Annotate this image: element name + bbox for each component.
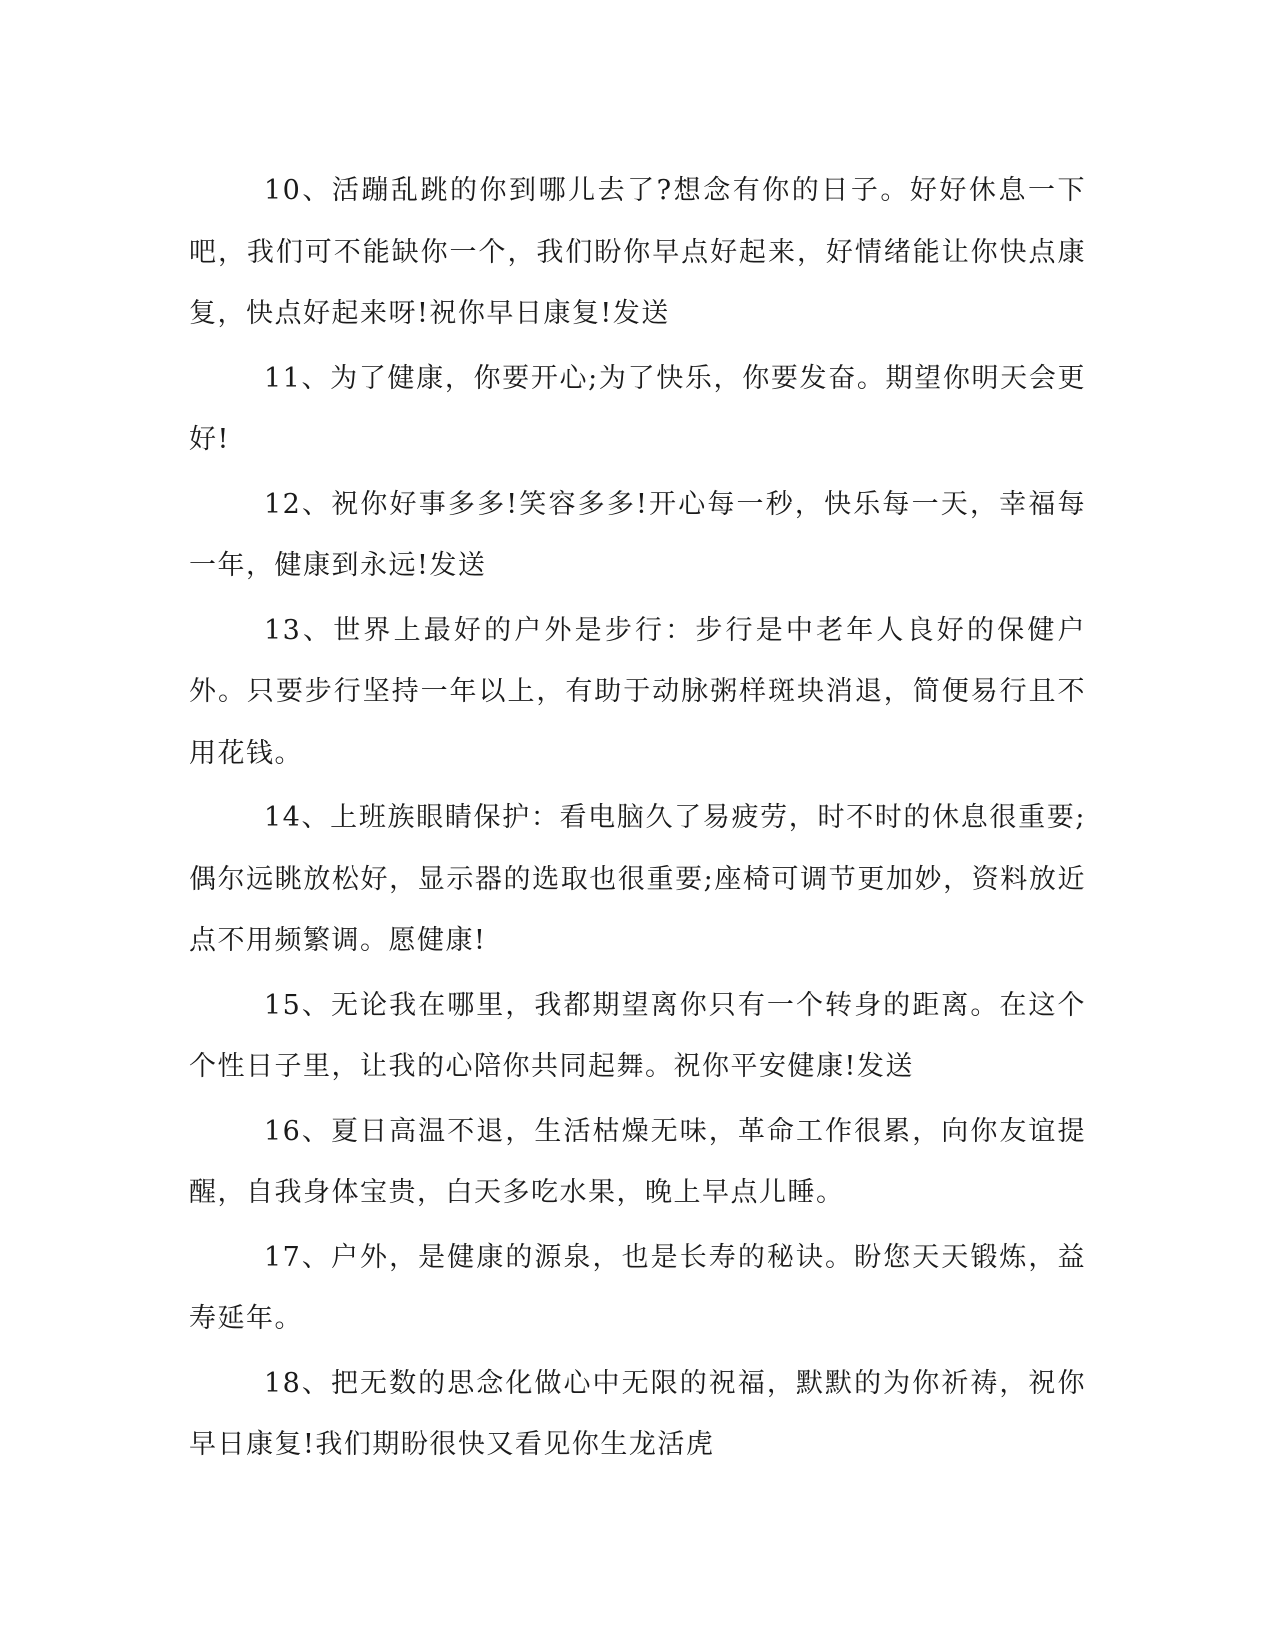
paragraph-13: 13、世界上最好的户外是步行：步行是中老年人良好的保健户外。只要步行坚持一年以上，有助于动脉粥样斑块消退，简便易行且不用花钱。 xyxy=(189,614,1086,769)
paragraph-16: 16、夏日高温不退，生活枯燥无味，革命工作很累，向你友谊提醒，自我身体宝贵，白天多吃水果，晚上早点儿睡。 xyxy=(189,1115,1086,1208)
paragraph-18: 18、把无数的思念化做心中无限的祝福，默默的为你祈祷，祝你早日康复!我们期盼很快又看见你生龙活虎 xyxy=(189,1367,1086,1460)
paragraph-14: 14、上班族眼睛保护：看电脑久了易疲劳，时不时的休息很重要;偶尔远眺放松好，显示器的选取也很重要;座椅可调节更加妙，资料放近点不用频繁调。愿健康! xyxy=(189,802,1086,956)
paragraph-10: 10、活蹦乱跳的你到哪儿去了?想念有你的日子。好好休息一下吧，我们可不能缺你一个，我们盼你早点好起来，好情绪能让你快点康复，快点好起来呀!祝你早日康复!发送 xyxy=(189,175,1086,329)
paragraph-12: 12、祝你好事多多!笑容多多!开心每一秒，快乐每一天，幸福每一年，健康到永远!发送 xyxy=(189,488,1086,581)
document-body xyxy=(189,160,1086,1479)
paragraph-17: 17、户外，是健康的源泉，也是长寿的秘诀。盼您天天锻炼，益寿延年。 xyxy=(189,1241,1086,1334)
paragraph-11: 11、为了健康，你要开心;为了快乐，你要发奋。期望你明天会更好! xyxy=(189,362,1086,455)
paragraph-15: 15、无论我在哪里，我都期望离你只有一个转身的距离。在这个个性日子里，让我的心陪你共同起舞。祝你平安健康!发送 xyxy=(189,989,1086,1082)
